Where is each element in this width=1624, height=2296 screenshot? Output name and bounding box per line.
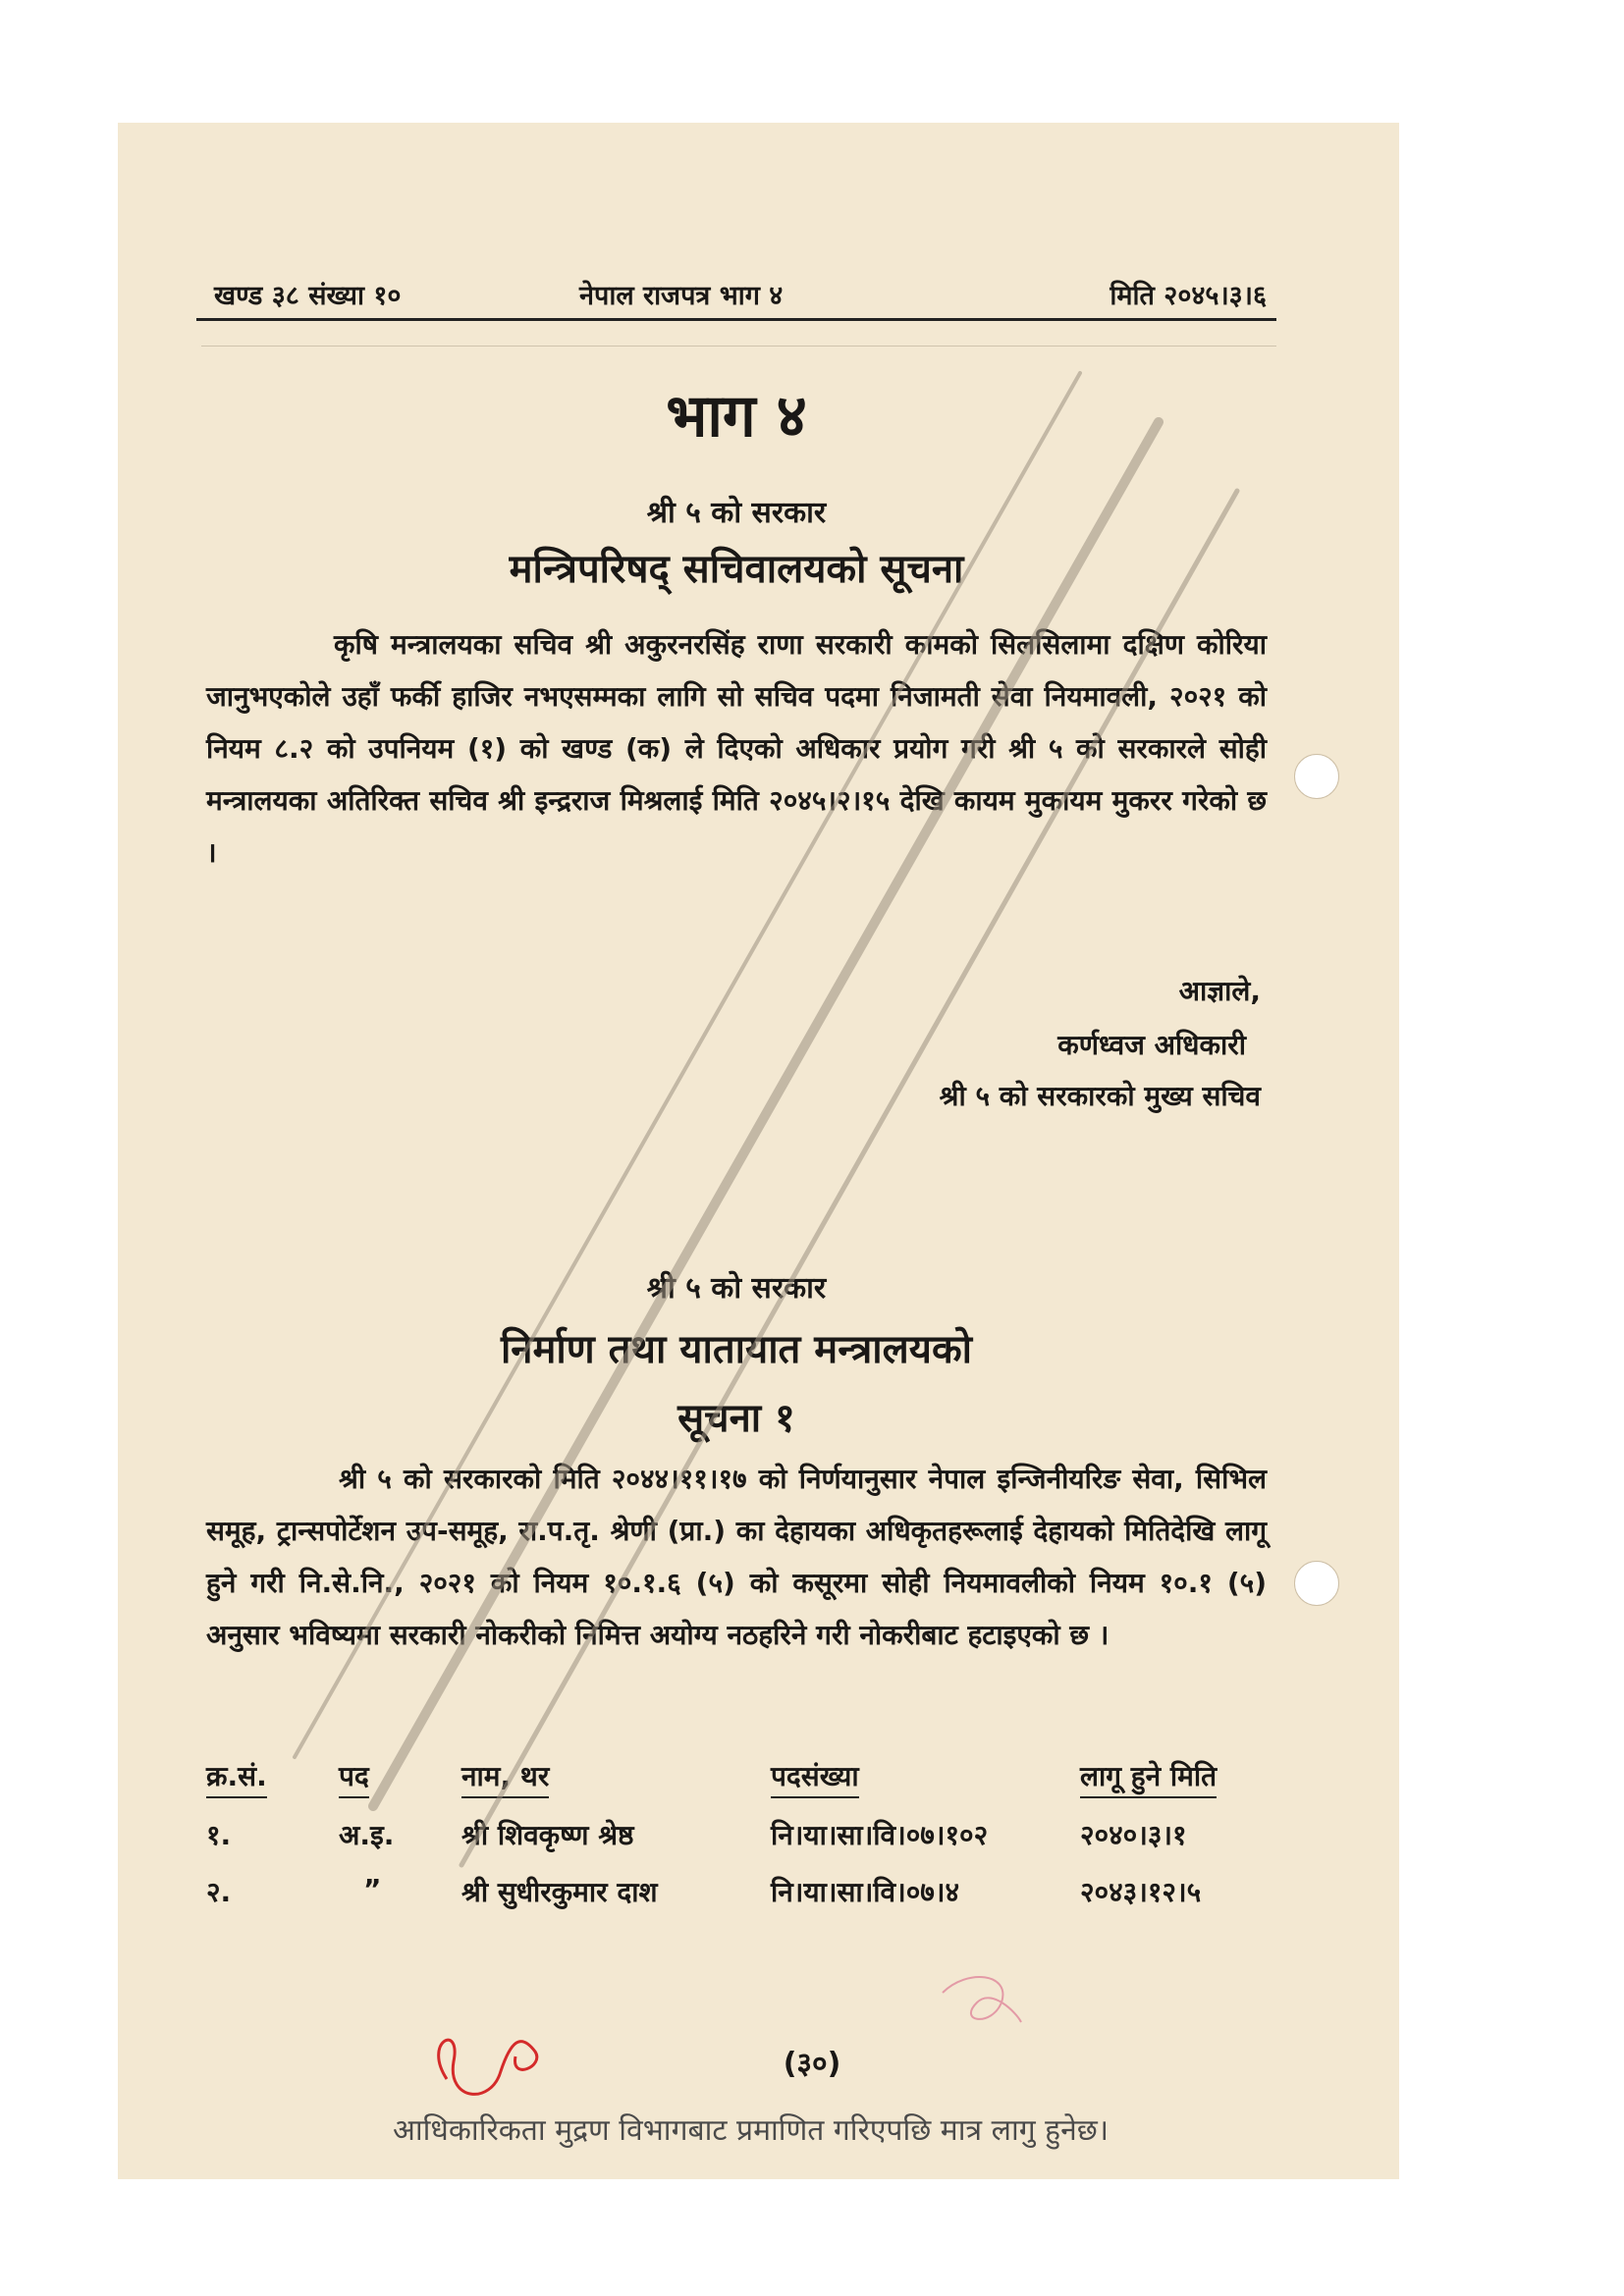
table-header: पद xyxy=(339,1757,369,1798)
notice-body: कृषि मन्त्रालयका सचिव श्री अकुरनरसिंह राणा सरकारी कामको सिलसिलामा दक्षिण कोरिया जानुभएकोले उहाँ फर्की हाजिर नभएसम्मका लागि सो सचिव पदमा निजामती सेवा नियमावली, २०२१ को नियम ८.२ को उपनियम (१) को खण्ड (क) ले दिएको अधिकार प्रयोग गरी श्री ५ को सरकारले सोही मन्त्रालयका अतिरिक्त सचिव श्री इन्द्रराज मिश्रलाई मिति २०४५।२।१५ देखि कायम मुकायम मुकरर गरेको छ । xyxy=(206,628,1267,869)
issue-date: मिति २०४५।३।६ xyxy=(1110,281,1267,311)
ministry-title: निर्माण तथा यातायात मन्त्रालयको xyxy=(500,1327,973,1372)
part-title: भाग ४ xyxy=(666,382,807,451)
volume-number: खण्ड ३८ संख्या १० xyxy=(214,281,402,311)
gazette-header xyxy=(196,270,1276,319)
table-header: लागू हुने मिति xyxy=(1080,1757,1217,1798)
authentication-note: आधिकारिकता मुद्रण विभागबाट प्रमाणित गरिएपछि मात्र लागु हुनेछ। xyxy=(393,2113,1110,2148)
notice-label: सूचना १ xyxy=(677,1396,795,1441)
signatory-name: कर्णध्वज अधिकारी xyxy=(1057,1029,1246,1061)
signatory-title: श्री ५ को सरकारको मुख्य सचिव xyxy=(939,1080,1261,1112)
notice-body: श्री ५ को सरकारको मिति २०४४।११।१७ को निर्णयानुसार नेपाल इन्जिनीयरिङ सेवा, सिभिल समूह, ट्रान्सपोर्टेशन उप-समूह, रा.प.तृ. श्रेणी (प्रा.) का देहायका अधिकृतहरूलाई देहायको मितिदेखि लागू हुने गरी नि.से.नि., २०२१ को नियम १०.१.६ (५) को कसूरमा सोही नियमावलीको नियम १०.१ (५) अनुसार भविष्यमा सरकारी नोकरीको निमित्त अयोग्य नठहरिने गरी नोकरीबाट हटाइएको छ । xyxy=(206,1463,1267,1651)
punch-hole xyxy=(1294,754,1339,799)
table-cell: नि।या।सा।वि।०७।१०२ xyxy=(771,1819,989,1851)
government-heading: श्री ५ को सरकार xyxy=(646,496,827,530)
government-heading: श्री ५ को सरकार xyxy=(646,1271,827,1306)
table-cell: ” xyxy=(363,1873,382,1905)
punch-hole xyxy=(1294,1561,1339,1606)
table-header: पदसंख्या xyxy=(771,1757,859,1798)
notice-title: मन्त्रिपरिषद् सचिवालयको सूचना xyxy=(509,547,964,592)
table-cell: २०४३।१२।५ xyxy=(1080,1876,1202,1908)
table-cell: २. xyxy=(206,1876,232,1908)
table-header: नाम, थर xyxy=(461,1757,549,1798)
header-faint-rule xyxy=(201,346,1276,347)
table-cell: श्री सुधीरकुमार दाश xyxy=(461,1876,658,1908)
table-cell: अ.इ. xyxy=(339,1819,395,1851)
by-order: आज्ञाले, xyxy=(1178,975,1261,1007)
table-header: क्र.सं. xyxy=(206,1757,267,1798)
header-rule xyxy=(196,318,1276,321)
gazette-name: नेपाल राजपत्र भाग ४ xyxy=(579,281,784,311)
table-cell: श्री शिवकृष्ण श्रेष्ठ xyxy=(461,1819,634,1851)
table-cell: नि।या।सा।वि।०७।४ xyxy=(771,1876,960,1908)
table-cell: २०४०।३।१ xyxy=(1080,1819,1187,1851)
table-cell: १. xyxy=(206,1819,232,1851)
page-number: (३०) xyxy=(783,2047,841,2081)
